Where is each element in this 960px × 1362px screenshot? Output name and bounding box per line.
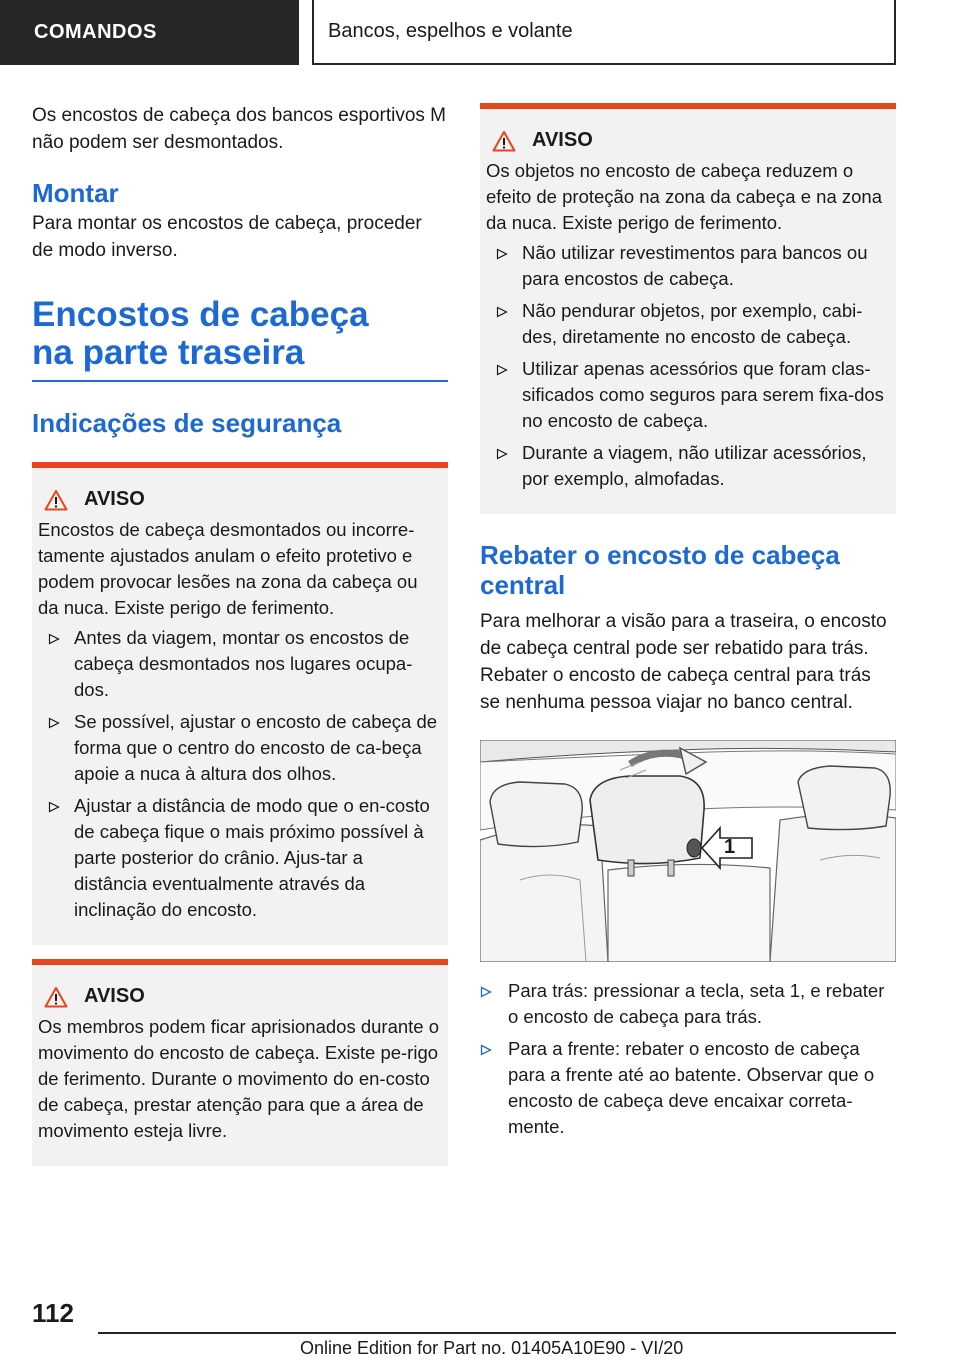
list-item: Se possível, ajustar o encosto de cabeça de forma que o centro do encosto de ca-beça apoie a nuca à altura dos olhos. bbox=[38, 709, 440, 787]
chapter-tab bbox=[312, 0, 896, 65]
safety-heading: Indicações de segurança bbox=[32, 408, 342, 438]
heading-rule bbox=[32, 380, 448, 382]
warning-box-3 bbox=[480, 103, 896, 514]
left-column bbox=[32, 95, 448, 1166]
warning-title: AVISO bbox=[532, 129, 593, 151]
headrest-drawing bbox=[480, 740, 896, 962]
list-item: Para a frente: rebater o encosto de cabeça para a frente até ao batente. Observar que o encosto de cabeça deve encaixar correta-mente. bbox=[480, 1036, 896, 1140]
triangle-bullet-icon bbox=[480, 1044, 492, 1056]
warning-text: Os membros podem ficar aprisionados durante o movimento do encosto de cabeça. Existe pe-rigo de ferimento. Durante o movimento do en-costo de cabeça, prestar atenção para que a área de movimento esteja livre. bbox=[38, 1016, 440, 1141]
list-item: Durante a viagem, não utilizar acessórios, por exemplo, almofadas. bbox=[486, 440, 888, 492]
footer-rule bbox=[98, 1332, 896, 1334]
mount-paragraph: Para montar os encostos de cabeça, proceder de modo inverso. bbox=[32, 213, 422, 261]
warning-text: Os objetos no encosto de cabeça reduzem o efeito de proteção na zona da cabeça e na zona da nuca. Existe perigo de ferimento. bbox=[486, 160, 882, 233]
section-title: COMANDOS bbox=[34, 21, 157, 43]
triangle-bullet-icon bbox=[48, 801, 60, 813]
warning-header bbox=[38, 985, 440, 1008]
warning-title: AVISO bbox=[84, 488, 145, 510]
list-item: Utilizar apenas acessórios que foram clas-sificados como seguros para serem fixa-dos no encosto de cabeça. bbox=[486, 356, 888, 434]
mount-heading: Montar bbox=[32, 178, 119, 208]
list-item: Não utilizar revestimentos para bancos ou para encostos de cabeça. bbox=[486, 240, 888, 292]
warning-text: Encostos de cabeça desmontados ou incorre-tamente ajustados anulam o efeito protetivo e podem provocar lesões na zona da cabeça ou da nuca. Existe perigo de ferimento. bbox=[38, 519, 418, 618]
warning-box-2 bbox=[32, 959, 448, 1166]
triangle-bullet-icon bbox=[496, 448, 508, 460]
warning-title: AVISO bbox=[84, 985, 145, 1007]
list-item: Antes da viagem, montar os encostos de cabeça desmontados nos lugares ocupa-dos. bbox=[38, 625, 440, 703]
warning-list bbox=[38, 625, 440, 923]
list-item: Ajustar a distância de modo que o en-costo de cabeça fique o mais próximo possível à parte posterior do crânio. Ajus-tar a distância eventualmente através da inclinação do encosto. bbox=[38, 793, 440, 923]
fold-heading: Rebater o encosto de cabeça central bbox=[480, 540, 840, 600]
page-number: 112 bbox=[32, 1298, 74, 1328]
triangle-bullet-icon bbox=[48, 633, 60, 645]
triangle-bullet-icon bbox=[48, 717, 60, 729]
triangle-bullet-icon bbox=[496, 306, 508, 318]
warning-triangle-icon bbox=[44, 986, 68, 1008]
list-item: Para trás: pressionar a tecla, seta 1, e rebater o encosto de cabeça para trás. bbox=[480, 978, 896, 1030]
list-item: Não pendurar objetos, por exemplo, cabi-des, diretamente no encosto de cabeça. bbox=[486, 298, 888, 350]
triangle-bullet-icon bbox=[496, 248, 508, 260]
warning-header bbox=[486, 129, 888, 152]
callout-number: 1 bbox=[724, 836, 736, 858]
intro-paragraph: Os encostos de cabeça dos bancos esportivos M não podem ser desmontados. bbox=[32, 105, 447, 153]
warning-list bbox=[486, 240, 888, 492]
section-tab bbox=[0, 0, 299, 65]
triangle-bullet-icon bbox=[480, 986, 492, 998]
warning-box-1 bbox=[32, 462, 448, 945]
steps-list bbox=[480, 978, 896, 1140]
warning-header bbox=[38, 488, 440, 511]
warning-triangle-icon bbox=[44, 489, 68, 511]
edition-text: Online Edition for Part no. 01405A10E90 - VI/20 bbox=[300, 1338, 684, 1358]
rear-headrest-heading: Encostos de cabeça na parte traseira bbox=[32, 295, 369, 372]
warning-triangle-icon bbox=[492, 130, 516, 152]
right-column bbox=[480, 103, 896, 1146]
fold-paragraph: Para melhorar a visão para a traseira, o encosto de cabeça central pode ser rebatido para trás. Rebater o encosto de cabeça central para trás se nenhuma pessoa viajar no banco central. bbox=[480, 611, 887, 713]
headrest-illustration bbox=[480, 740, 896, 962]
chapter-title: Bancos, espelhos e volante bbox=[328, 20, 573, 42]
triangle-bullet-icon bbox=[496, 364, 508, 376]
